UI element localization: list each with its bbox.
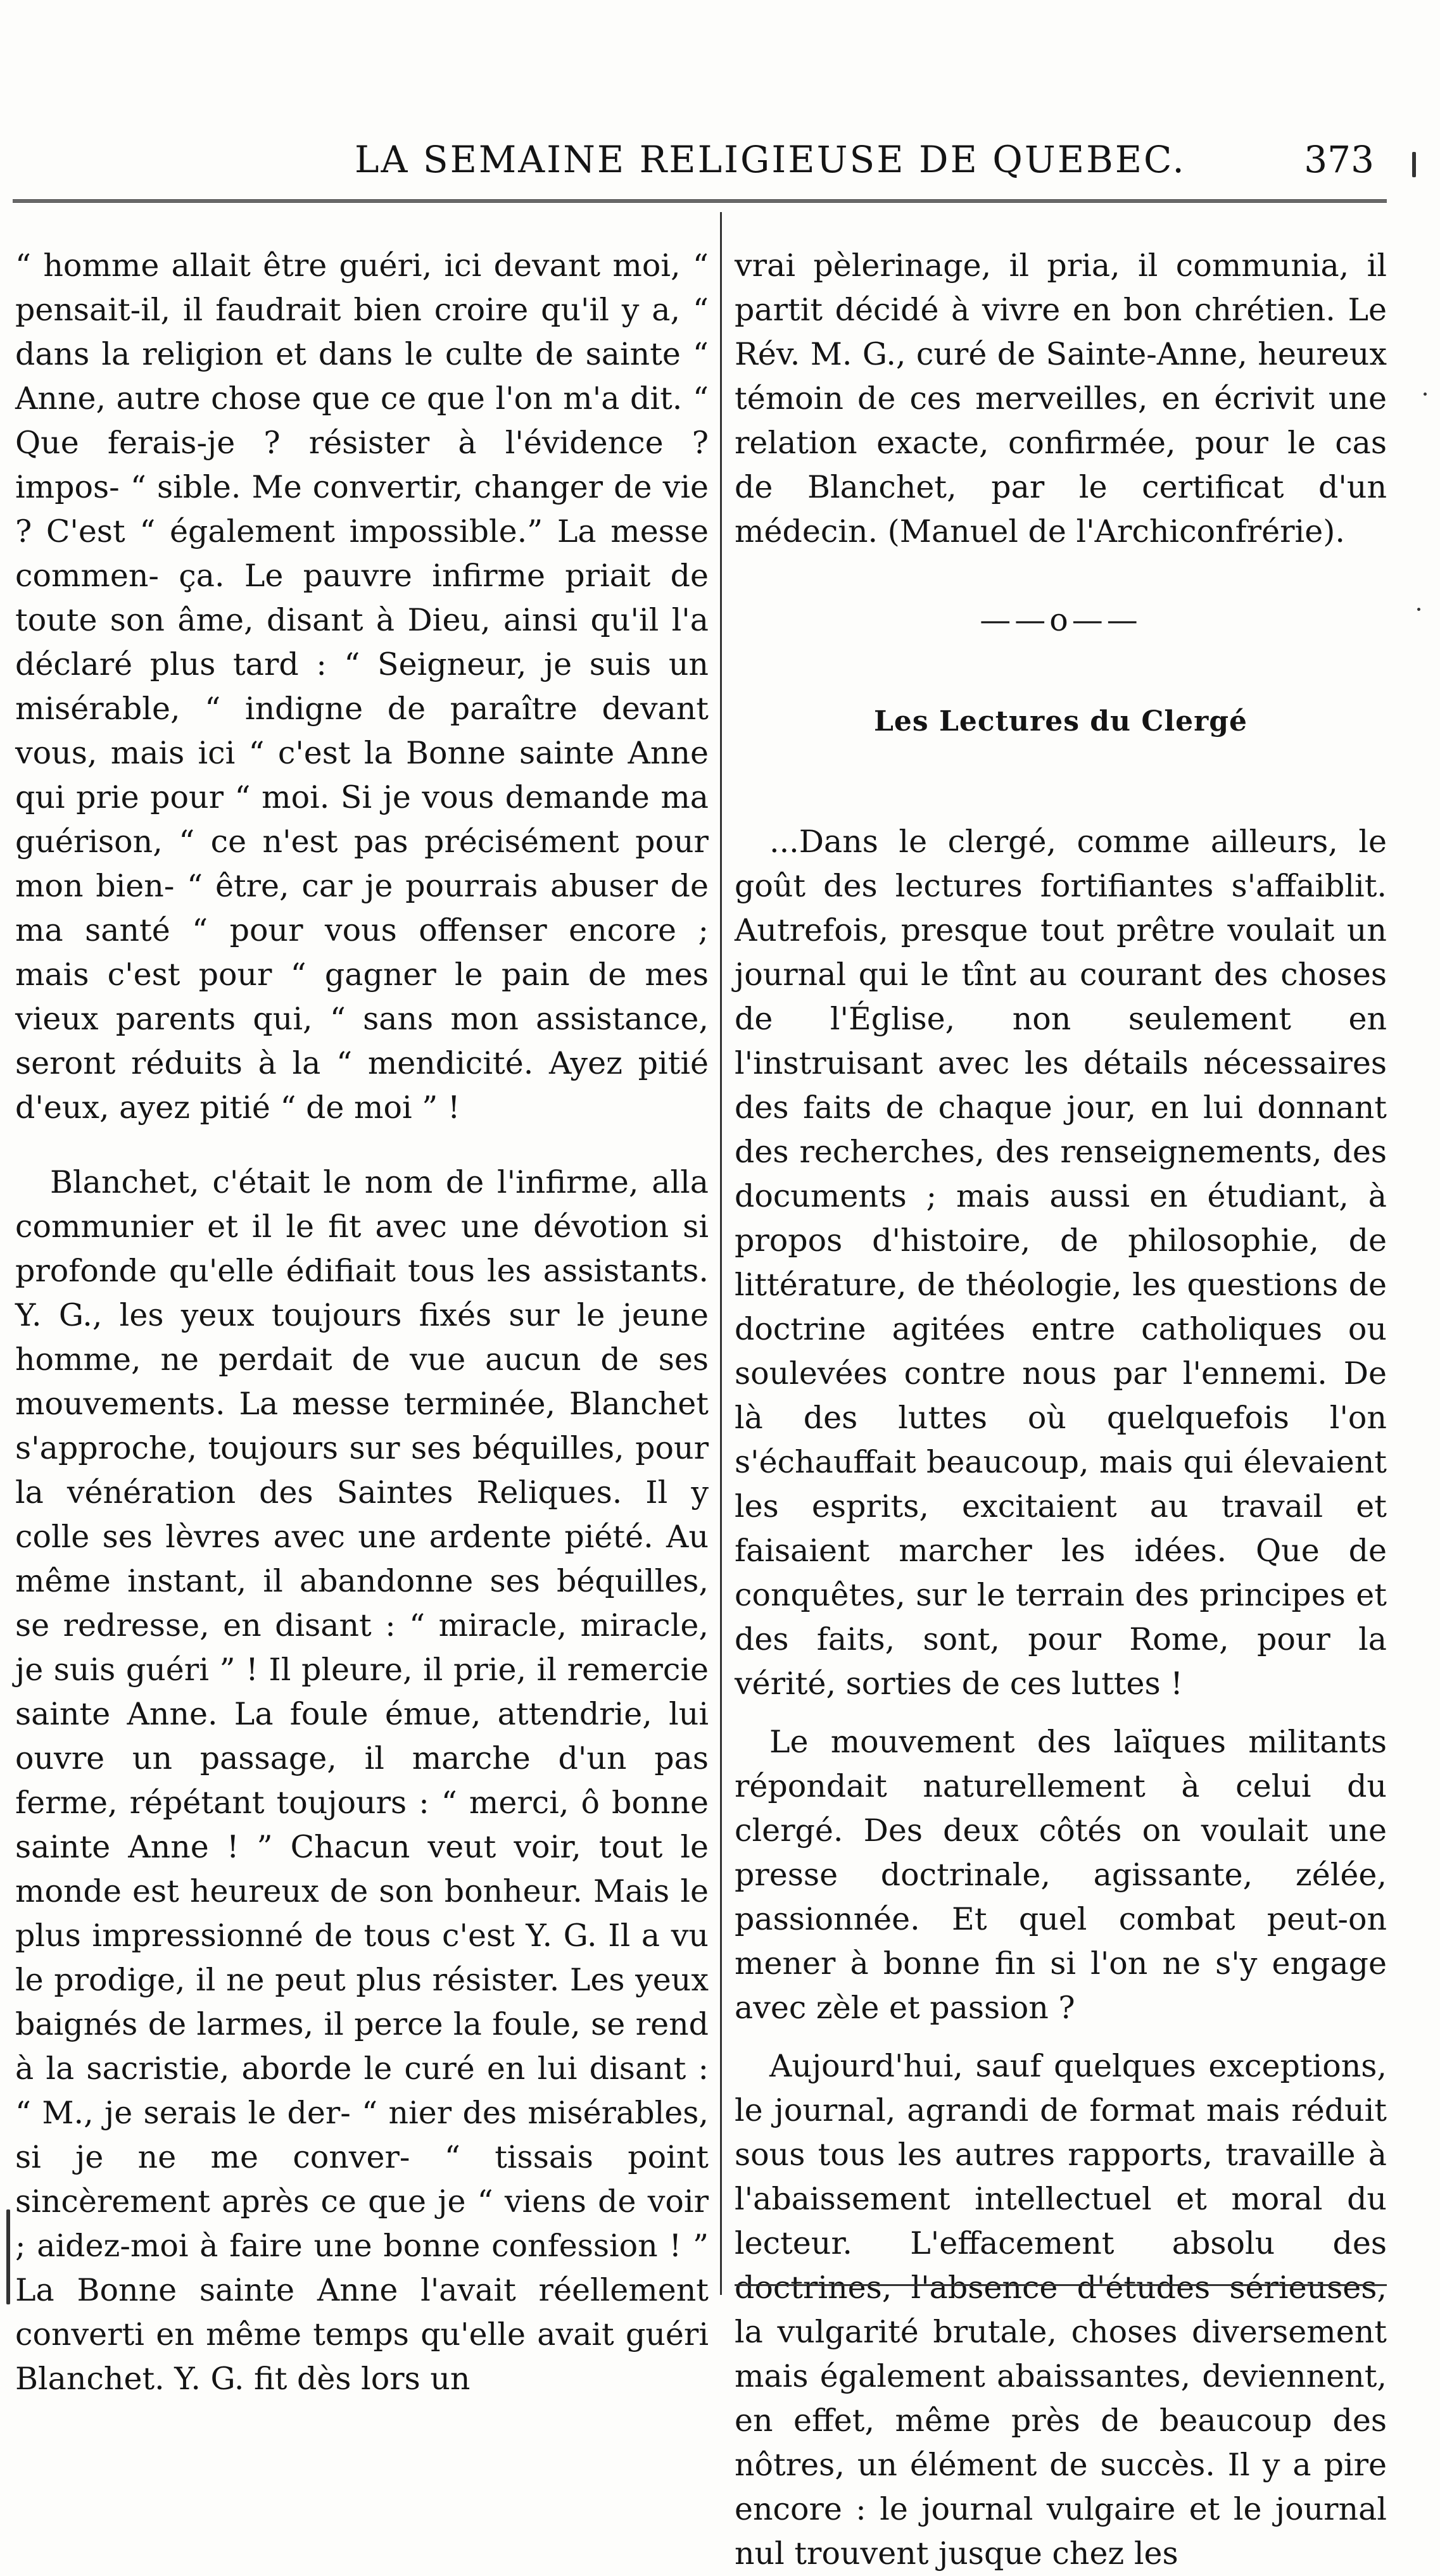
bottom-rule (735, 2284, 1387, 2286)
paragraph: Blanchet, c'était le nom de l'infirme, alla communier et il le fit avec une dévotion si profonde qu'elle édifiait tous les assistants. Y. G., les yeux toujours fixés sur le jeune homme, ne perdait de vue aucun de ses mouvements. La messe terminée, Blanchet s'approche, toujours sur ses béquilles, pour la vénération des Saintes Reliques. Il y colle ses lèvres avec une ardente piété. Au même instant, il abandonne ses béquilles, se redresse, en disant : “ miracle, miracle, je suis guéri ” ! Il pleure, il prie, il remercie sainte Anne. La foule émue, attendrie, lui ouvre un passage, il marche d'un pas ferme, répétant toujours : “ merci, ô bonne sainte Anne ! ” Chacun veut voir, tout le monde est heureux de son bonheur. Mais le plus impressionné de tous c'est Y. G. Il a vu le prodige, il ne peut plus résister. Les yeux baignés de larmes, il perce la foule, se rend à la sacristie, aborde le curé en lui disant : “ M., je serais le der- “ nier des misérables, si je ne me conver- “ tissais point sincèrement après ce que je “ viens de voir ; aidez-moi à faire une bonne confession ! ” La Bonne sainte Anne l'avait réellement converti en même temps qu'elle avait guéri Blanchet. Y. G. fit dès lors un (15, 1164, 709, 2397)
running-title: LA SEMAINE RELIGIEUSE DE QUEBEC. (355, 138, 1186, 181)
column-divider (720, 212, 722, 2295)
section-title: Les Lectures du Clergé (873, 705, 1248, 738)
print-mark (1424, 393, 1427, 396)
paragraph: “ homme allait être guéri, ici devant moi, “ pensait-il, il faudrait bien croire qu'il y a, “ dans la religion et dans le culte de sainte “ Anne, autre chose que ce que l'on m'a dit. “ Que ferais-je ? résister à l'évidence ? impos- “ sible. Me convertir, changer de vie ? C'est “ également impossible.” La messe commen- ça. Le pauvre infirme priait de toute son âme, disant à Dieu, ainsi qu'il l'a déclaré plus tard : “ Seigneur, je suis un misérable, “ indigne de paraître devant vous, mais ici “ c'est la Bonne sainte Anne qui prie pour “ moi. Si je vous demande ma guérison, “ ce n'est pas précisément pour mon bien- “ être, car je pourrais abuser de ma santé “ pour vous offenser encore ; mais c'est pour “ gagner le pain de mes vieux parents qui, “ sans mon assistance, seront réduits à la “ mendicité. Ayez pitié d'eux, ayez pitié “ de moi ” ! (15, 248, 709, 1126)
left-column (15, 244, 709, 2401)
print-mark (1417, 608, 1420, 611)
header-double-rule (13, 199, 1387, 203)
paragraph: Le mouvement des laïques militants répondait naturellement à celui du clergé. Des deux côtés on voulait une presse doctrinale, agissante, zélée, passionnée. Et quel combat peut-on mener à bonne fin si l'on ne s'y engage avec zèle et passion ? (735, 1724, 1387, 2026)
paragraph: Aujourd'hui, sauf quelques exceptions, le journal, agrandi de format mais réduit sous tous les autres rapports, travaille à l'abaissement intellectuel et moral du lecteur. L'effacement absolu des doctrines, l'absence d'études sérieuses, la vulgarité brutale, choses diversement mais également abaissantes, deviennent, en effet, même près de beaucoup des nôtres, un élément de succès. Il y a pire encore : le journal vulgaire et le journal nul trouvent jusque chez les (735, 2048, 1387, 2572)
print-mark (1412, 152, 1416, 177)
page-number: 373 (1304, 138, 1374, 181)
paragraph: vrai pèlerinage, il pria, il communia, il partit décidé à vivre en bon chrétien. Le Rév. M. G., curé de Sainte-Anne, heureux témoin de ces merveilles, en écrivit une relation exacte, confirmée, pour le cas de Blanchet, par le certificat d'un médecin. (Manuel de l'Archiconfrérie). (735, 248, 1387, 550)
page-header (0, 138, 1440, 189)
right-column (735, 244, 1387, 2576)
paragraph: ...Dans le clergé, comme ailleurs, le goût des lectures fortifiantes s'affaiblit. Autrefois, presque tout prêtre voulait un journal qui le tînt au courant des choses de l'Église, non seulement en l'instruisant avec les détails nécessaires des faits de chaque jour, en lui donnant des recherches, des renseignements, des documents ; mais aussi en étudiant, à propos d'histoire, de philosophie, de littérature, de théologie, les questions de doctrine agitées entre catholiques ou soulevées contre nous par l'ennemi. De là des luttes où quelquefois l'on s'échauffait beaucoup, mais qui élevaient les esprits, excitaient au travail et faisaient marcher les idées. Que de conquêtes, sur le terrain des principes et des faits, sont, pour Rome, pour la vérité, sorties de ces luttes ! (735, 824, 1387, 1702)
print-mark (6, 2209, 10, 2304)
section-ornament: ——o—— (980, 602, 1142, 638)
